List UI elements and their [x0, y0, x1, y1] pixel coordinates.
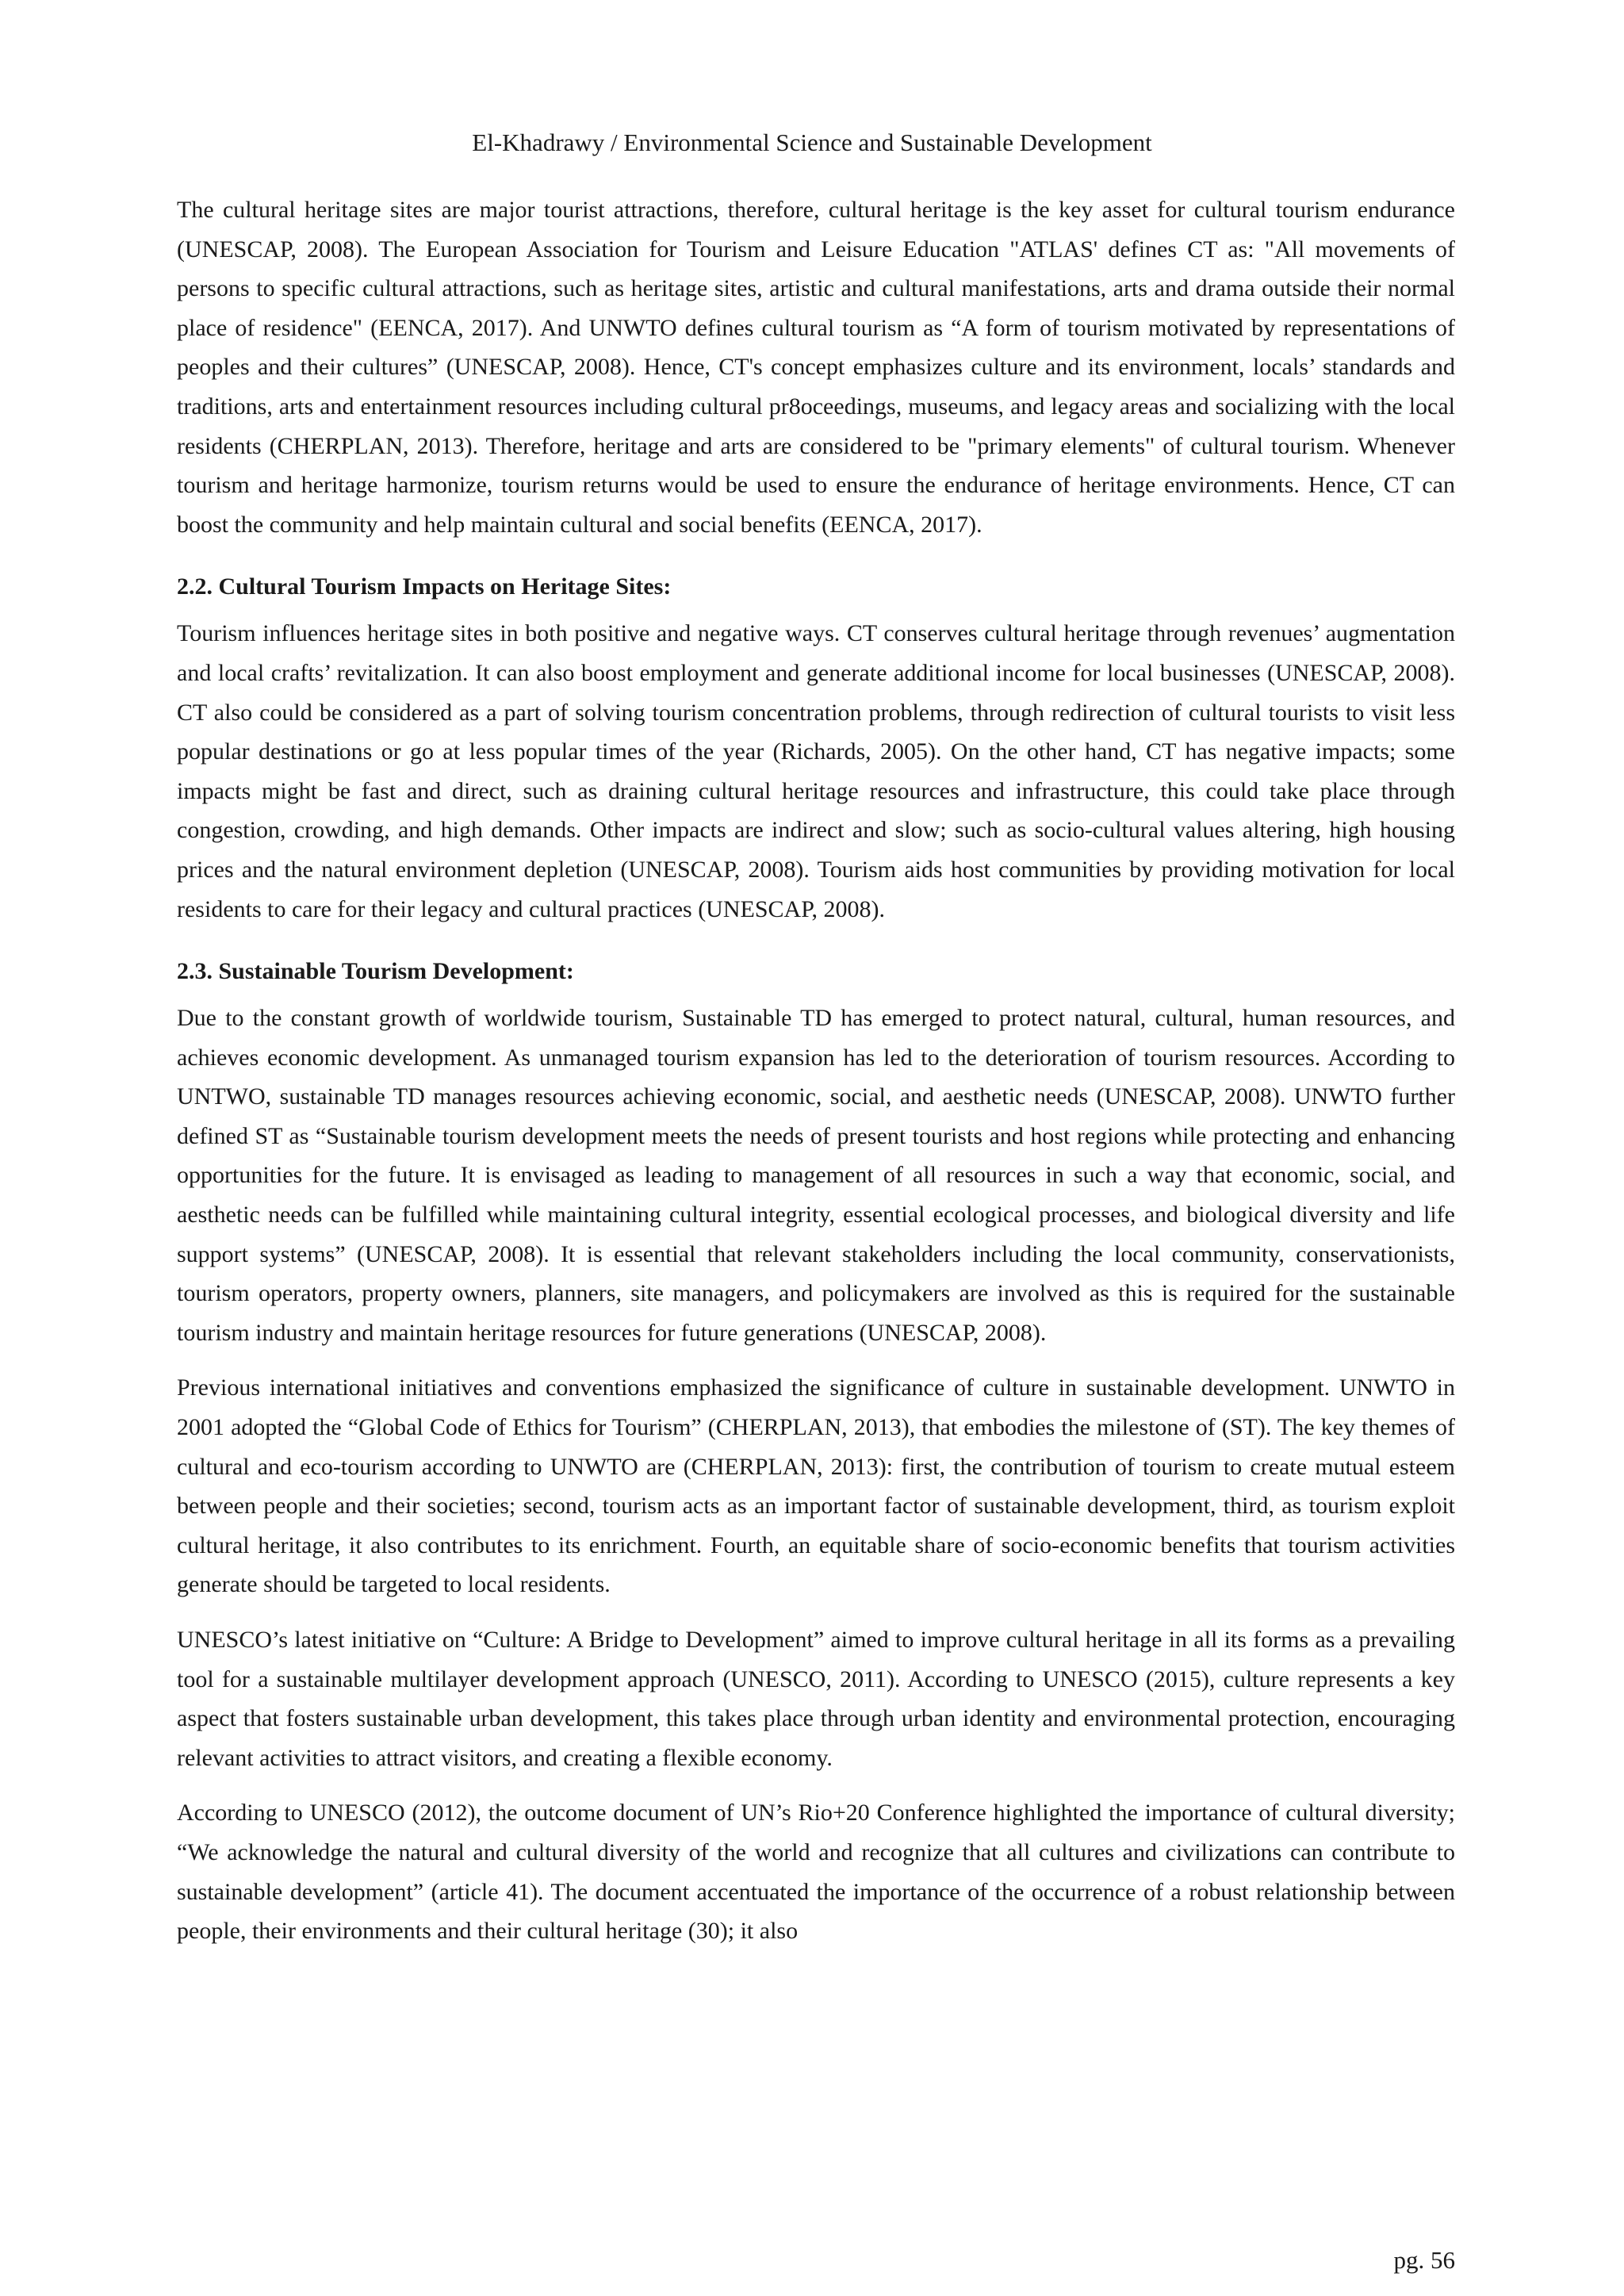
page-number: pg. 56 — [1393, 2246, 1455, 2274]
section-heading-2-2: 2.2. Cultural Tourism Impacts on Heritage Sites: — [177, 573, 672, 600]
paragraph-2-3-4: According to UNESCO (2012), the outcome document of UN’s Rio+20 Conference highlighted the importance of cultural diversity; “We acknowledge the natural and cultural diversity of the world and recognize that all cultures and civilizations can contribute to sustainable development” (article 41). The document accentuated the importance of the occurrence of a robust relationship between people, their environments and their cultural heritage (30); it also — [177, 1800, 1455, 1945]
section-heading-2-3: 2.3. Sustainable Tourism Development: — [177, 958, 574, 985]
body-text — [177, 190, 1455, 1951]
paragraph-intro: The cultural heritage sites are major tourist attractions, therefore, cultural heritage is the key asset for cultural tourism endurance (UNESCAP, 2008). The European Association for Tourism and Leisure Education "ATLAS' defines CT as: "All movements of persons to specific cultural attractions, such as heritage sites, artistic and cultural manifestations, arts and drama outside their normal place of residence" (EENCA, 2017). And UNWTO defines cultural tourism as “A form of tourism motivated by representations of peoples and their cultures” (UNESCAP, 2008). Hence, CT's concept emphasizes culture and its environment, locals’ standards and traditions, arts and entertainment resources including cultural pr8oceedings, museums, and legacy areas and socializing with the local residents (CHERPLAN, 2013). Therefore, heritage and arts are considered to be "primary elements" of cultural tourism. Whenever tourism and heritage harmonize, tourism returns would be used to ensure the endurance of heritage environments. Hence, CT can boost the community and help maintain cultural and social benefits (EENCA, 2017). — [177, 197, 1455, 538]
paragraph-2-3-1: Due to the constant growth of worldwide tourism, Sustainable TD has emerged to protect natural, cultural, human resources, and achieves economic development. As unmanaged tourism expansion has led to the deterioration of tourism resources. According to UNTWO, sustainable TD manages resources achieving economic, social, and aesthetic needs (UNESCAP, 2008). UNWTO further defined ST as “Sustainable tourism development meets the needs of present tourists and host regions while protecting and enhancing opportunities for the future. It is envisaged as leading to management of all resources in such a way that economic, social, and aesthetic needs can be fulfilled while maintaining cultural integrity, essential ecological processes, and biological diversity and life support systems” (UNESCAP, 2008). It is essential that relevant stakeholders including the local community, conservationists, tourism operators, property owners, planners, site managers, and policymakers are involved as this is required for the sustainable tourism industry and maintain heritage resources for future generations (UNESCAP, 2008). — [177, 1005, 1455, 1346]
running-header: El-Khadrawy / Environmental Science and Sustainable Development — [472, 128, 1152, 156]
paragraph-2-3-2: Previous international initiatives and conventions emphasized the significance of culture in sustainable development. UNWTO in 2001 adopted the “Global Code of Ethics for Tourism” (CHERPLAN, 2013), that embodies the milestone of (ST). The key themes of cultural and eco-tourism according to UNWTO are (CHERPLAN, 2013): first, the contribution of tourism to create mutual esteem between people and their societies; second, tourism acts as an important factor of sustainable development, third, as tourism exploit cultural heritage, it also contributes to its enrichment. Fourth, an equitable share of socio-economic benefits that tourism activities generate should be targeted to local residents. — [177, 1374, 1455, 1598]
paragraph-2-3-3: UNESCO’s latest initiative on “Culture: A Bridge to Development” aimed to improve cultural heritage in all its forms as a prevailing tool for a sustainable multilayer development approach (UNESCO, 2011). According to UNESCO (2015), culture represents a key aspect that fosters sustainable urban development, this takes place through urban identity and environmental protection, encouraging relevant activities to attract visitors, and creating a flexible economy. — [177, 1627, 1455, 1771]
paragraph-2-2-1: Tourism influences heritage sites in both positive and negative ways. CT conserves cultural heritage through revenues’ augmentation and local crafts’ revitalization. It can also boost employment and generate additional income for local businesses (UNESCAP, 2008). CT also could be considered as a part of solving tourism concentration problems, through redirection of cultural tourists to visit less popular destinations or go at less popular times of the year (Richards, 2005). On the other hand, CT has negative impacts; some impacts might be fast and direct, such as draining cultural heritage resources and infrastructure, this could take place through congestion, crowding, and high demands. Other impacts are indirect and slow; such as socio-cultural values altering, high housing prices and the natural environment depletion (UNESCAP, 2008). Tourism aids host communities by providing motivation for local residents to care for their legacy and cultural practices (UNESCAP, 2008). — [177, 620, 1455, 922]
